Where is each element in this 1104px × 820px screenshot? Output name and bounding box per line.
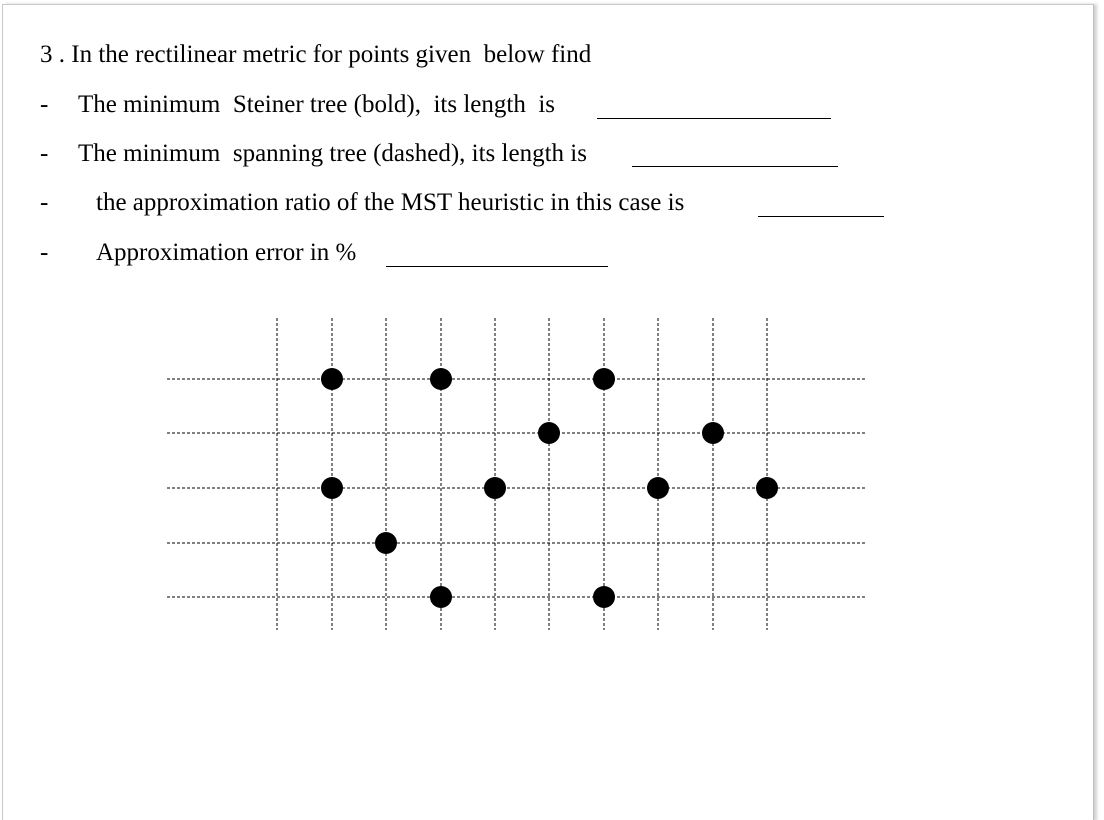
- terminal-point: [375, 532, 397, 554]
- terminal-point: [430, 368, 452, 390]
- grid-lines: [167, 318, 867, 630]
- terminal-point: [756, 477, 778, 499]
- item-3-text: the approximation ratio of the MST heuristic in this case is: [96, 189, 685, 216]
- terminal-point: [702, 422, 724, 444]
- item-2-bullet: -: [40, 140, 49, 167]
- terminal-point: [484, 477, 506, 499]
- item-3-bullet: -: [40, 189, 49, 216]
- terminal-point: [538, 422, 560, 444]
- item-4-text: Approximation error in %: [96, 239, 357, 266]
- item-2-text: The minimum spanning tree (dashed), its length is: [78, 140, 587, 167]
- item-1-text: The minimum Steiner tree (bold), its length is: [78, 91, 556, 118]
- terminal-point: [593, 586, 615, 608]
- terminal-point: [593, 368, 615, 390]
- item-1-bullet: -: [40, 91, 49, 118]
- item-4-bullet: -: [40, 239, 49, 266]
- terminal-point: [321, 368, 343, 390]
- terminal-point: [647, 477, 669, 499]
- question-heading: 3 . In the rectilinear metric for points given below find: [40, 41, 592, 68]
- terminal-point: [430, 586, 452, 608]
- terminal-point: [321, 477, 343, 499]
